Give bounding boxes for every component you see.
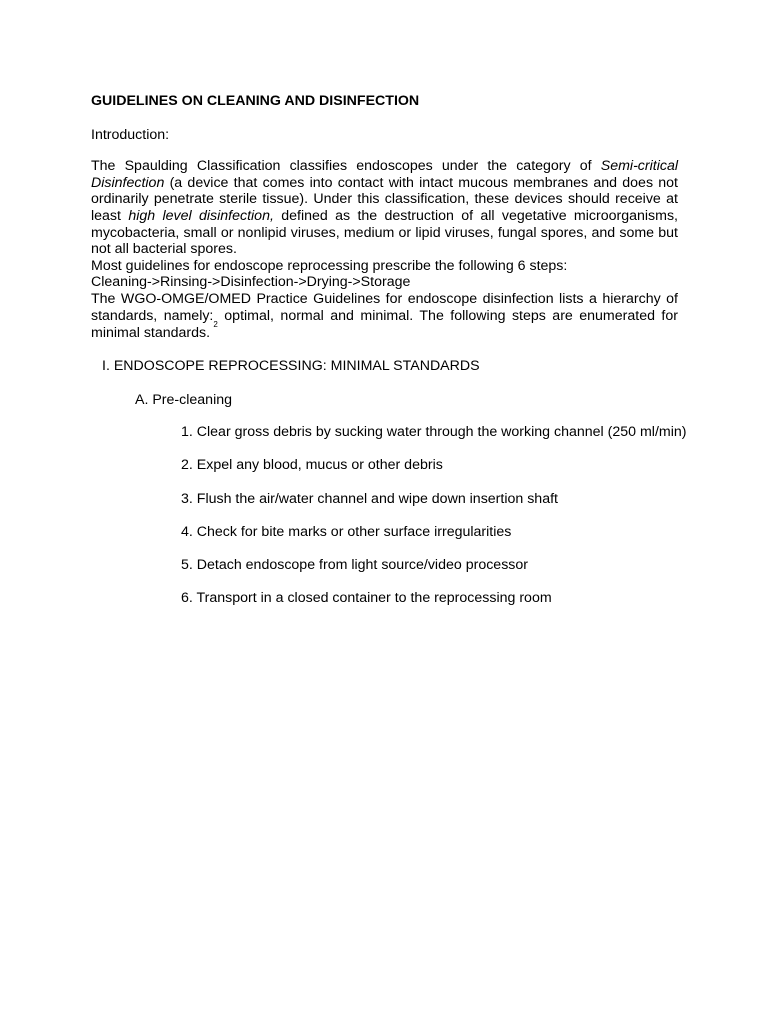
wgo-text-2: optimal, normal and minimal. The following steps are enumerated for minimal standards. [91, 307, 678, 341]
spaulding-text-2: (a device that comes into contact with intact mucous membranes and does not ordinarily penetrate sterile tissue). Under this classification, these devices should receive at least [91, 174, 678, 224]
list-item: 5. Detach endoscope from light source/video processor [181, 556, 528, 573]
section-heading: I. ENDOSCOPE REPROCESSING: MINIMAL STANDARDS [102, 358, 480, 375]
spaulding-text-1: The Spaulding Classification classifies endoscopes under the category of [91, 158, 601, 175]
high-level-disinfection-term: high level disinfection, [128, 207, 274, 224]
list-item: 2. Expel any blood, mucus or other debris [181, 457, 443, 474]
document-title: GUIDELINES ON CLEANING AND DISINFECTION [91, 93, 420, 109]
wgo-paragraph [91, 291, 678, 341]
wgo-text-1: The WGO-OMGE/OMED Practice Guidelines for endoscope disinfection lists a hierarchy of standards, namely: [91, 290, 678, 324]
spaulding-paragraph [91, 158, 678, 258]
spaulding-text-3: defined as the destruction of all vegetative microorganisms, mycobacteria, small or nonlipid viruses, medium or lipid viruses, fungal spores, and some but not all bacterial spores. [91, 207, 678, 258]
list-item: 1. Clear gross debris by sucking water through the working channel (250 ml/min) [181, 424, 687, 441]
introduction-label: Introduction: [91, 126, 170, 143]
document-page [91, 93, 687, 606]
footnote-reference: 2 [213, 319, 218, 329]
list-item: 3. Flush the air/water channel and wipe down insertion shaft [181, 490, 558, 507]
pre-cleaning-steps [91, 424, 687, 606]
semi-critical-term: Semi-critical Disinfection [91, 158, 678, 191]
steps-flow-line: Cleaning->Rinsing->Disinfection->Drying->Storage [91, 274, 411, 291]
list-item: 4. Check for bite marks or other surface irregularities [181, 523, 512, 540]
subsection-heading: A. Pre-cleaning [135, 391, 232, 408]
steps-intro-line: Most guidelines for endoscope reprocessing prescribe the following 6 steps: [91, 257, 568, 274]
list-item: 6. Transport in a closed container to the reprocessing room [181, 589, 552, 606]
